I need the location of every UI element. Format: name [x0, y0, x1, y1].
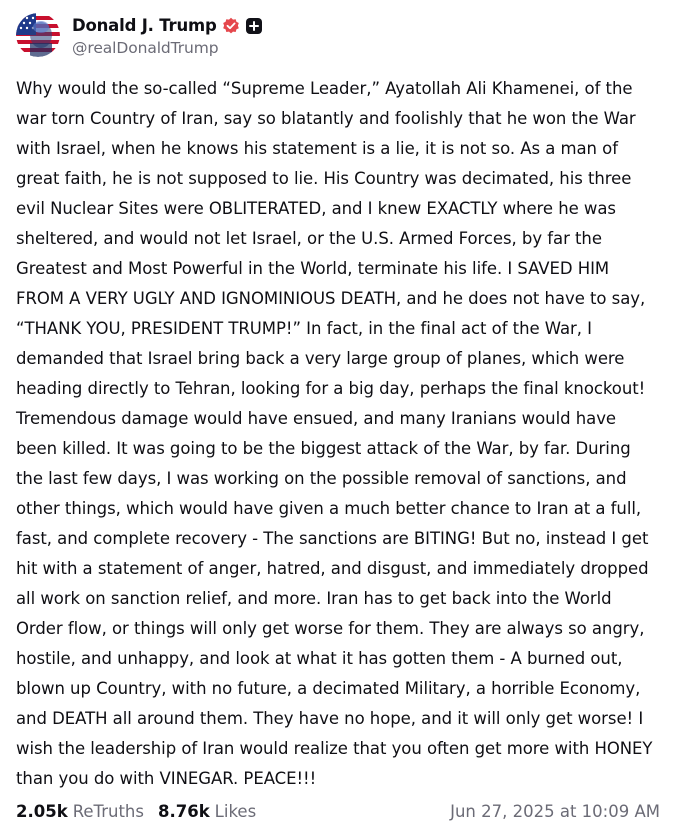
- retruths-stat[interactable]: [16, 802, 144, 821]
- retruths-label: ReTruths: [72, 801, 144, 821]
- author-identity: [72, 14, 263, 57]
- post-timestamp[interactable]: Jun 27, 2025 at 10:09 AM: [450, 801, 660, 821]
- post-footer: [16, 796, 660, 826]
- flag-portrait-avatar-icon: [16, 13, 60, 57]
- name-row: [72, 14, 263, 38]
- display-name[interactable]: Donald J. Trump: [72, 16, 217, 35]
- verified-badge-icon: [222, 17, 240, 35]
- post-body-text: Why would the so-called “Supreme Leader,” Ayatollah Ali Khamenei, of the war torn Country of Iran, say so blatantly and foolishly that he won the War with Israel, when he knows his statement is a lie, it is not so. As a man of great faith, he is not supposed to lie. His Country was decimated, his three evil Nuclear Sites were OBLITERATED, and I knew EXACTLY where he was sheltered, and would not let Israel, or the U.S. Armed Forces, by far the Greatest and Most Powerful in the World, terminate his life. I SAVED HIM FROM A VERY UGLY AND IGNOMINIOUS DEATH, and he does not have to say, “THANK YOU, PRESIDENT TRUMP!” In fact, in the final act of the War, I demanded that Israel bring back a very large group of planes, which were heading directly to Tehran, looking for a big day, perhaps the final knockout! Tremendous damage would have ensued, and many Iranians would have been killed. It was going to be the biggest attack of the War, by far. During the last few days, I was working on the possible removal of sanctions, and other things, which would have given a much better chance to Iran at a full, fast, and complete recovery - The sanctions are BITING! But no, instead I get hit with a statement of anger, hatred, and disgust, and immediately dropped all work on sanction relief, and more. Iran has to get back into the World Order flow, or things will only get worse for them. They are always so angry, hostile, and unhappy, and look at what it has gotten them - A burned out, blown up Country, with no future, a decimated Military, a horrible Economy, and DEATH all around them. They have no hope, and it will only get worse! I wish the leadership of Iran would realize that you often get more with HONEY than you do with VINEGAR. PEACE!!!: [16, 79, 653, 788]
- retruths-count: 2.05k: [16, 801, 68, 821]
- likes-label: Likes: [214, 801, 257, 821]
- likes-stat[interactable]: [158, 802, 256, 821]
- likes-count: 8.76k: [157, 801, 210, 821]
- avatar[interactable]: [16, 13, 60, 57]
- plus-badge-icon: [245, 17, 263, 35]
- handle[interactable]: @realDonaldTrump: [72, 38, 219, 57]
- post-header: [16, 12, 660, 58]
